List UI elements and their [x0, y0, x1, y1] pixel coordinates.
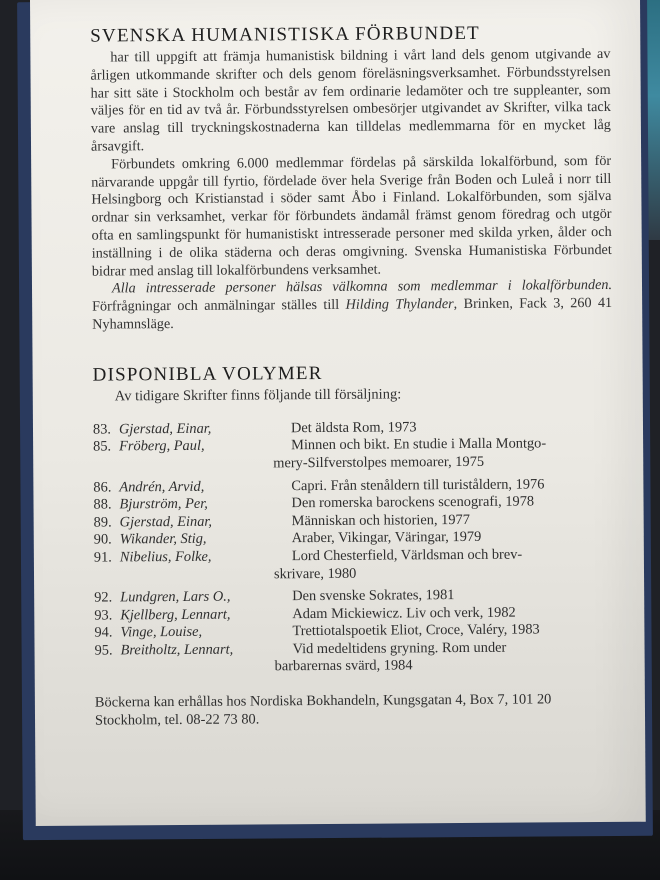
- volume-title: Minnen och bikt. En studie i Malla Montgo-: [291, 435, 547, 454]
- volume-number: 85.: [93, 438, 112, 455]
- ordering-info: Böckerna kan erhållas hos Nordiska Bokhandeln, Kungsgatan 4, Box 7, 101 20 Stockholm, tel. 08-22 73 80.: [94, 691, 552, 729]
- about-paragraph-3: [92, 277, 612, 334]
- volume-number: 95.: [94, 642, 113, 659]
- volume-author: Lundgren, Lars O.,: [120, 588, 231, 606]
- volume-title: Lord Chesterfield, Världsman och brev-: [291, 546, 523, 565]
- volume-author: Wikander, Stig,: [119, 531, 207, 548]
- volume-row: [94, 546, 614, 585]
- volume-author: Bjurström, Per,: [119, 495, 208, 513]
- volume-number: 91.: [93, 549, 112, 566]
- volume-title-continued: barbarernas svärd, 1984: [274, 657, 413, 675]
- volume-title: Den romerska barockens scenografi, 1978: [291, 493, 535, 512]
- volume-title-continued: mery-Silfverstolpes memoarer, 1975: [273, 453, 485, 472]
- volume-list: [93, 418, 615, 678]
- volume-author: Nibelius, Folke,: [119, 548, 212, 566]
- volume-author: Gjerstad, Einar,: [119, 513, 213, 531]
- volume-title: Capri. Från stenåldern till turiståldern, 1976: [291, 475, 545, 494]
- volume-title: Adam Mickiewicz. Liv och verk, 1982: [292, 604, 516, 622]
- volume-author: Andrén, Arvid,: [119, 478, 205, 495]
- invitation-text: Alla intresserade personer hälsas välkomna som medlemmar i lokalförbunden.: [111, 277, 613, 297]
- volume-title: Trettiotalspoetik Eliot, Croce, Valéry, 1983: [292, 621, 540, 640]
- page-content: [90, 22, 615, 730]
- volume-row: [94, 639, 614, 678]
- volume-title: Människan och historien, 1977: [291, 511, 470, 529]
- book-back-page: [30, 0, 646, 826]
- volume-title: Det äldsta Rom, 1973: [290, 419, 417, 436]
- volumes-subtitle: Av tidigare Skrifter finns följande till försäljning:: [114, 386, 402, 405]
- volume-number: 94.: [94, 624, 113, 641]
- volume-author: Fröberg, Paul,: [119, 438, 205, 455]
- about-paragraph-2: Förbundets omkring 6.000 medlemmar fördelas på särskilda lokalförbund, som för närvarande uppgår till fyrtio, fördelade över hela Sverige från Boden och Luleå i norr till Helsingborg och Kristianstad i söder samt Åbo i Finland. Lokalförbunden, som själva ordnar sin verksamhet, verkar för förbundets ändamål främst genom föredrag och utgör ofta en samlingspunkt för humanistiskt intresserade personer med skilda yrken, ålder och inställning i de olika städerna och deras omgivning. Svenska Humanistiska Förbundet bidrar med anslag till lokalförbundens verksamhet.: [91, 152, 612, 280]
- volume-title-continued: skrivare, 1980: [273, 565, 357, 582]
- volume-title: Araber, Vikingar, Väringar, 1979: [291, 529, 482, 547]
- contact-text-b: , Brinken, Fack 3, 260 41 Nyhamnsläge.: [92, 295, 613, 333]
- volume-number: 90.: [93, 531, 112, 548]
- volume-author: Breitholtz, Lennart,: [120, 641, 234, 659]
- about-paragraph-1: har till uppgift att främja humanistisk bildning i vårt land dels genom utgivande av årligen utkommande skrifter och dels genom föreläsningsverksamhet. Förbundsstyrelsen har sitt säte i Stockholm och består av fem ordinarie ledamöter och tre suppleanter, som väljes för en tid av två år. Förbundsstyrelsen ombesörjer utgivandet av Skrifter, vilka tack vare anslag till tryckningskostnaderna kan tilldelas medlemmarna för en mycket låg årsavgift.: [90, 45, 611, 155]
- section-about: [90, 22, 612, 334]
- volume-author: Vinge, Louise,: [120, 624, 203, 641]
- contact-text-a: Förfrågningar och anmälningar ställes till: [92, 296, 346, 315]
- volume-author: Kjellberg, Lennart,: [120, 606, 231, 624]
- volume-number: 92.: [94, 589, 113, 606]
- volume-number: 83.: [92, 421, 112, 438]
- volume-number: 89.: [93, 514, 112, 531]
- volume-row: [93, 435, 613, 474]
- volume-number: 86.: [93, 478, 112, 496]
- volume-title: Vid medeltidens gryning. Rom under: [292, 639, 507, 658]
- volume-number: 93.: [94, 607, 113, 624]
- section-heading-about: SVENSKA HUMANISTISKA FÖRBUNDET: [90, 22, 480, 47]
- section-volumes: [93, 361, 616, 730]
- volume-author: Gjerstad, Einar,: [118, 420, 212, 438]
- volume-title: Den svenske Sokrates, 1981: [292, 587, 455, 605]
- volume-number: 88.: [93, 496, 112, 513]
- contact-name: Hilding Thylander: [345, 296, 454, 313]
- section-heading-volumes: DISPONIBLA VOLYMER: [92, 362, 323, 386]
